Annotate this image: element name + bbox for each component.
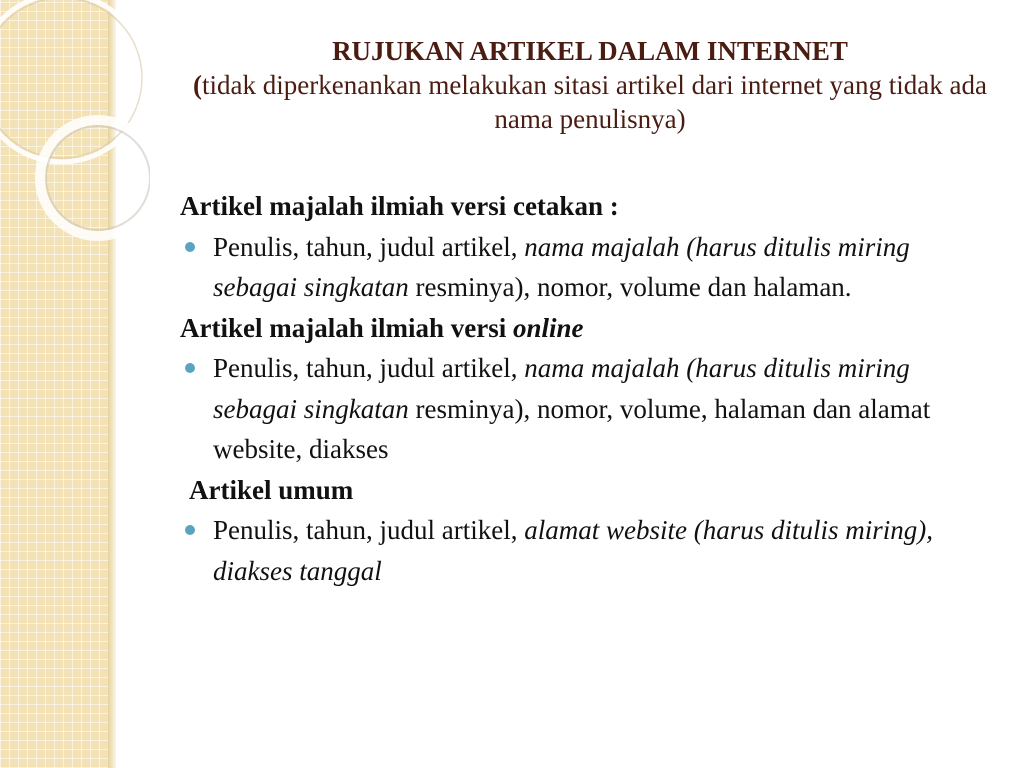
decorative-ring-small-shadow [46,126,150,230]
title-subtitle [190,68,990,136]
bullet-dot-icon [185,525,195,535]
title-subtitle-text: tidak diperkenankan melakukan sitasi artikel dari internet yang tidak ada nama penulisnya) [202,70,987,134]
slide-content [180,186,990,591]
bullet-online-italic: nama majalah (harus ditulis miring sebagai singkatan [213,353,910,424]
bullet-dot-icon [185,242,195,252]
decorative-rings [0,0,150,300]
section-heading-online-plain: Artikel majalah ilmiah versi [180,312,513,343]
bullet-general [180,510,990,591]
slide-title [190,34,990,136]
bullet-print-italic: nama majalah (harus ditulis miring sebagai singkatan [213,231,910,302]
bullet-general-plain1: Penulis, tahun, judul artikel, [213,515,525,545]
section-heading-print: Artikel majalah ilmiah versi cetakan : [180,191,619,221]
bullet-general-italic: alamat website (harus ditulis miring), diakses tanggal [213,515,933,586]
title-main: RUJUKAN ARTIKEL DALAM INTERNET [332,36,848,66]
section-heading-online [180,308,990,349]
bullet-print-plain1: Penulis, tahun, judul artikel, [213,231,525,262]
title-paren-open: ( [193,70,203,100]
bullet-online-plain1: Penulis, tahun, judul artikel, [213,353,525,383]
bullet-online [180,348,990,470]
bullet-dot-icon [185,363,195,373]
decorative-ring-large [0,0,146,162]
bullet-print [180,227,990,308]
bullet-print-plain2: resminya), nomor, volume dan halaman. [408,272,852,302]
bullet-online-plain2: resminya), nomor, volume, halaman dan alamat website, diakses [213,393,931,464]
section-heading-online-italic: online [512,312,584,343]
decorative-ring-small [40,120,150,236]
section-heading-general: Artikel umum [189,474,354,505]
